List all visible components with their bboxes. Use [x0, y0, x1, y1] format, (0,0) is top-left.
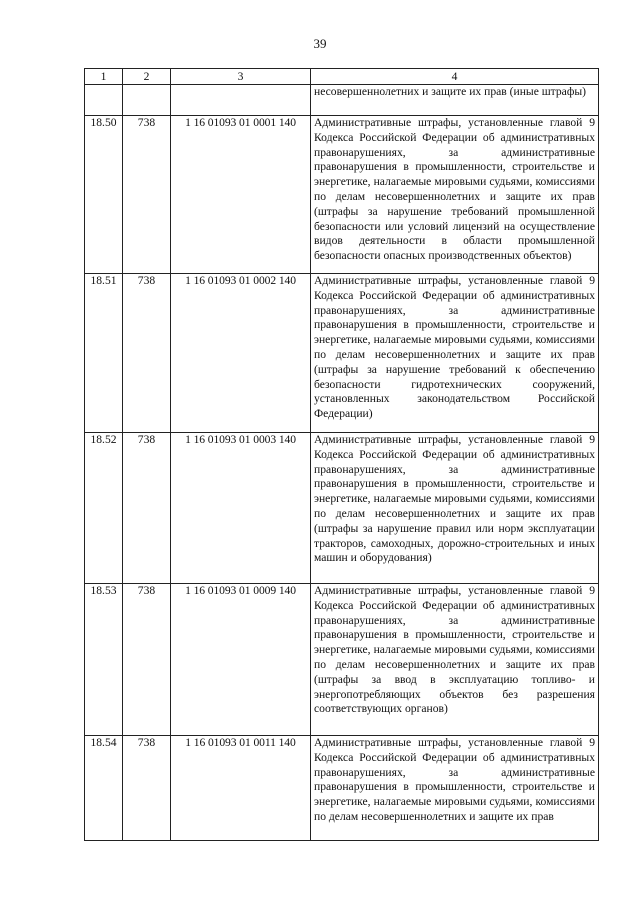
row-number: 18.51: [85, 274, 123, 433]
row-number: 18.53: [85, 584, 123, 736]
table-row: [85, 433, 599, 584]
admin-code: 738: [123, 584, 171, 736]
budget-code: 1 16 01093 01 0009 140: [171, 584, 311, 736]
column-header: 2: [123, 69, 171, 85]
table-row: [85, 116, 599, 274]
admin-code: 738: [123, 116, 171, 274]
row-description: Административные штрафы, установленные главой 9 Кодекса Российской Федерации об административных правонарушениях, за административные правонарушения в промышленности, строительстве и энергетике, налагаемые мировыми судьями, комиссиями по делам несовершеннолетних и защите их прав (штрафы за ввод в эксплуатацию топливо- и энергопотребляющих объектов без разрешения соответствующих органов): [311, 584, 599, 736]
row-description: Административные штрафы, установленные главой 9 Кодекса Российской Федерации об административных правонарушениях, за административные правонарушения в промышленности, строительстве и энергетике, налагаемые мировыми судьями, комиссиями по делам несовершеннолетних и защите их прав (штрафы за нарушение требований к обеспечению безопасности гидротехнических сооружений, установленных законодательством Российской Федерации): [311, 274, 599, 433]
column-header: 3: [171, 69, 311, 85]
table-row-continuation: [85, 85, 599, 116]
column-header: 1: [85, 69, 123, 85]
budget-code: [171, 85, 311, 116]
row-number: 18.50: [85, 116, 123, 274]
table-header-row: [85, 69, 599, 85]
admin-code: 738: [123, 274, 171, 433]
row-number: [85, 85, 123, 116]
row-description: несовершеннолетних и защите их прав (иные штрафы): [311, 85, 599, 116]
table-row: [85, 736, 599, 841]
budget-code: 1 16 01093 01 0011 140: [171, 736, 311, 841]
budget-code: 1 16 01093 01 0001 140: [171, 116, 311, 274]
budget-codes-table: [84, 68, 599, 841]
row-number: 18.52: [85, 433, 123, 584]
row-description: Административные штрафы, установленные главой 9 Кодекса Российской Федерации об административных правонарушениях, за административные правонарушения в промышленности, строительстве и энергетике, налагаемые мировыми судьями, комиссиями по делам несовершеннолетних и защите их прав (штрафы за нарушение правил или норм эксплуатации тракторов, самоходных, дорожно-строительных и иных машин и оборудования): [311, 433, 599, 584]
row-number: 18.54: [85, 736, 123, 841]
table-row: [85, 274, 599, 433]
table-row: [85, 584, 599, 736]
row-description: Административные штрафы, установленные главой 9 Кодекса Российской Федерации об административных правонарушениях, за административные правонарушения в промышленности, строительстве и энергетике, налагаемые мировыми судьями, комиссиями по делам несовершеннолетних и защите их прав: [311, 736, 599, 841]
page-number: 39: [313, 36, 327, 51]
row-description: Административные штрафы, установленные главой 9 Кодекса Российской Федерации об административных правонарушениях, за административные правонарушения в промышленности, строительстве и энергетике, налагаемые мировыми судьями, комиссиями по делам несовершеннолетних и защите их прав (штрафы за нарушение требований промышленной безопасности или условий лицензий на осуществление видов деятельности в области промышленной безопасности опасных производственных объектов): [311, 116, 599, 274]
budget-code: 1 16 01093 01 0002 140: [171, 274, 311, 433]
column-header: 4: [311, 69, 599, 85]
budget-code: 1 16 01093 01 0003 140: [171, 433, 311, 584]
admin-code: [123, 85, 171, 116]
admin-code: 738: [123, 736, 171, 841]
admin-code: 738: [123, 433, 171, 584]
